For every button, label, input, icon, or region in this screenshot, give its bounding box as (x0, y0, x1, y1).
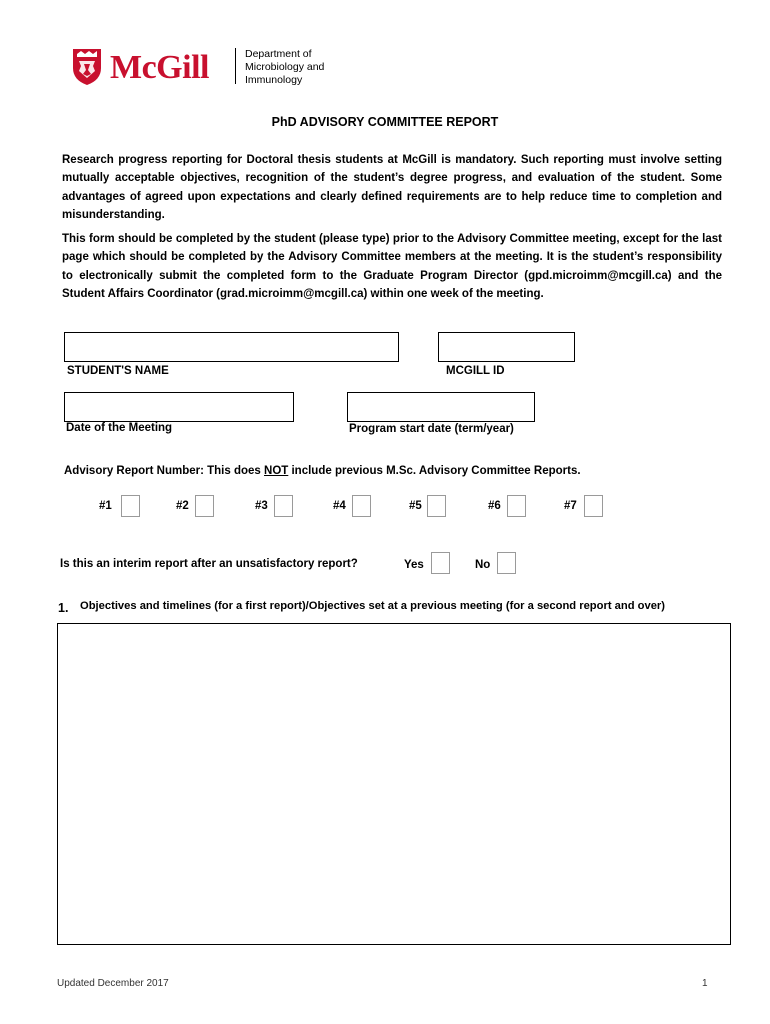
page-number: 1 (702, 978, 708, 989)
interim-question: Is this an interim report after an unsatisfactory report? (60, 558, 358, 570)
page-title: PhD ADVISORY COMMITTEE REPORT (271, 115, 499, 129)
report-option-label-2: #2 (176, 500, 189, 512)
section-1-heading: Objectives and timelines (for a first report)/Objectives set at a previous meeting (for a second report and over) (80, 600, 666, 612)
report-option-checkbox-1[interactable] (121, 495, 140, 517)
section-1-number: 1. (58, 601, 69, 615)
intro-paragraph: Research progress reporting for Doctoral thesis students at McGill is mandatory. Such reporting must involve setting mutually acceptable objectives, recognition of the student’s degree progress, and evaluation of the student. Some advantages of agreed upon expectations and clearly defined requirements are to help reduce time to completion and misunderstanding. (62, 154, 722, 222)
interim-no-checkbox[interactable] (497, 552, 516, 574)
report-option-checkbox-5[interactable] (427, 495, 446, 517)
report-option-label-5: #5 (409, 500, 422, 512)
interim-yes-label: Yes (404, 559, 424, 571)
report-number-suffix: include previous M.Sc. Advisory Committee Reports. (288, 465, 581, 477)
report-number-emphasis: NOT (264, 465, 289, 477)
department-line-1: Department of (245, 48, 312, 60)
report-option-checkbox-3[interactable] (274, 495, 293, 517)
report-option-checkbox-4[interactable] (352, 495, 371, 517)
department-line-2: Microbiology and (245, 61, 325, 73)
mcgill-id-label: MCGILL ID (446, 365, 505, 377)
student-name-label: STUDENT'S NAME (67, 365, 169, 377)
student-name-input[interactable] (64, 332, 399, 362)
report-option-label-4: #4 (333, 500, 346, 512)
mcgill-wordmark: McGill (110, 49, 209, 86)
mcgill-logo (72, 46, 372, 94)
objectives-textarea[interactable] (57, 623, 731, 945)
interim-no-label: No (475, 559, 491, 571)
report-option-label-1: #1 (99, 500, 112, 512)
report-number-prefix: Advisory Report Number: This does (64, 465, 265, 477)
report-option-checkbox-7[interactable] (584, 495, 603, 517)
logo-divider (235, 48, 236, 84)
report-option-label-3: #3 (255, 500, 268, 512)
meeting-date-input[interactable] (64, 392, 294, 422)
report-option-checkbox-2[interactable] (195, 495, 214, 517)
program-start-label: Program start date (term/year) (349, 423, 514, 435)
mcgill-id-input[interactable] (438, 332, 575, 362)
footer-updated: Updated December 2017 (57, 978, 169, 989)
report-option-label-6: #6 (488, 500, 501, 512)
mcgill-shield-icon (72, 48, 102, 86)
interim-yes-checkbox[interactable] (431, 552, 450, 574)
department-name (245, 48, 324, 87)
meeting-date-label: Date of the Meeting (66, 422, 173, 434)
instructions-paragraph: This form should be completed by the student (please type) prior to the Advisory Committee meeting, except for the last page which should be completed by the Advisory Committee members at the meeting. It is the student’s responsibility to electronically submit the completed form to the Graduate Program Director (gpd.microimm@mcgill.ca) and the Student Affairs Coordinator (grad.microimm@mcgill.ca) within one week of the meeting. (62, 233, 722, 301)
report-number-instruction (64, 465, 581, 477)
program-start-input[interactable] (347, 392, 535, 422)
report-option-label-7: #7 (564, 500, 577, 512)
department-line-3: Immunology (245, 74, 303, 86)
report-option-checkbox-6[interactable] (507, 495, 526, 517)
